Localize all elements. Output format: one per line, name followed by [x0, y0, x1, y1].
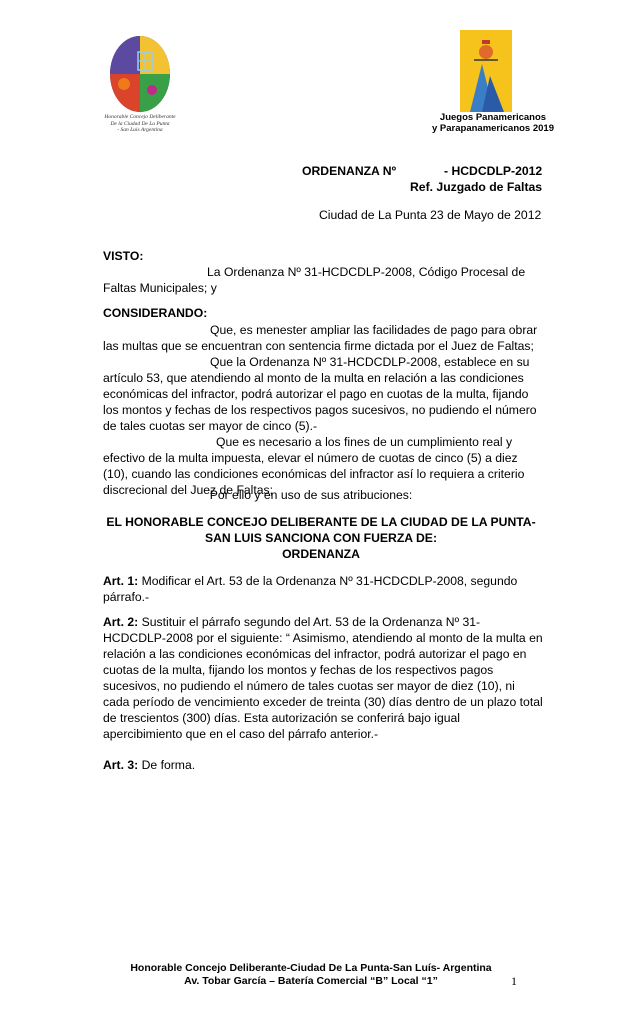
considerando-heading: CONSIDERANDO:: [103, 306, 208, 320]
logo-caption-line: - San Luis Argentina: [117, 127, 163, 133]
article-2-label: Art. 2:: [103, 615, 139, 629]
hcd-logo-emblem: [104, 32, 176, 114]
considerando-line: los montos y fechas de los respectivos pagos sucesivos, no pudiendo el número: [103, 403, 537, 417]
article-2-line: apercibimiento que en el caso del párrafo anterior.-: [103, 727, 379, 741]
article-1-label: Art. 1:: [103, 574, 139, 588]
article-1: [103, 573, 517, 590]
article-3: [103, 757, 195, 774]
article-3-label: Art. 3:: [103, 758, 139, 772]
visto-line: La Ordenanza Nº 31-HCDCDLP-2008, Código Procesal de: [207, 265, 526, 279]
footer-line: Honorable Concejo Deliberante-Ciudad De La Punta-San Luís- Argentina: [130, 962, 492, 974]
article-2-line: relación a las condiciones económicas del infractor, podrá autorizar el pago en: [103, 647, 527, 661]
pan-american-games-caption: [418, 112, 568, 134]
pan-american-games-logo: [460, 30, 512, 112]
considerando-line: (10), cuando las condiciones económicas del infractor así lo requiera a criterio: [103, 467, 525, 481]
hcd-logo-caption: [96, 114, 184, 134]
considerando-line: discrecional del Juez de Faltas;: [103, 483, 274, 497]
resolution-heading-line: ORDENANZA: [282, 547, 360, 561]
article-2-line: cuotas de la multa, fijando los montos y fechas de los respectivos pagos: [103, 663, 494, 677]
considerando-line: económicas del infractor, podrá autorizar el pago en cuotas de la multa, fijando: [103, 387, 529, 401]
footer-line: Av. Tobar García – Batería Comercial “B” Local “1”: [184, 975, 438, 987]
visto-heading: VISTO:: [103, 249, 144, 263]
reference-line: Ref. Juzgado de Faltas: [410, 180, 543, 194]
resolution-heading-line: SAN LUIS SANCIONA CON FUERZA DE:: [204, 531, 437, 545]
considerando-line: efectivo de la multa impuesta, elevar el número de cuotas de cinco (5) a diez: [103, 451, 518, 465]
considerando-line: de tales cuotas ser mayor de cinco (5).-: [103, 419, 318, 433]
considerando-line: Que es necesario a los fines de un cumplimiento real y: [216, 435, 513, 449]
article-1-text: Modificar el Art. 53 de la Ordenanza Nº 31-HCDCDLP-2008, segundo: [138, 574, 518, 588]
logo-caption-line: Juegos Panamericanos: [439, 112, 547, 123]
article-3-text: De forma.: [138, 758, 196, 772]
considerando-line: Que, es menester ampliar las facilidades de pago para obrar: [210, 323, 538, 337]
article-2-line: HCDCDLP-2008 por el siguiente: “ Asimismo, atendiendo al monto de la multa en: [103, 631, 543, 645]
por-ello-line: Por ello y en uso de sus atribuciones:: [209, 488, 413, 502]
hcd-logo: [104, 32, 176, 114]
article-2: [103, 614, 480, 631]
article-1-line: párrafo.-: [103, 590, 150, 604]
logo-caption-line: De la Ciudad De La Punta: [110, 120, 170, 127]
article-2-text: Sustituir el párrafo segundo del Art. 53 de la Ordenanza Nº 31-: [138, 615, 481, 629]
ordenanza-number: - HCDCDLP-2012: [444, 164, 543, 178]
article-2-line: sucesivos, no pudiendo el número de tales cuotas ser mayor de diez (10), ni: [103, 679, 515, 693]
date-line: Ciudad de La Punta 23 de Mayo de 2012: [319, 208, 542, 222]
logo-caption-line: Honorable Concejo Deliberante: [104, 114, 176, 120]
visto-line: Faltas Municipales; y: [103, 281, 217, 295]
article-2-line: de trescientos (300) días. Esta autorización se conferirá bajo igual: [103, 711, 461, 725]
pan-american-games-emblem: [460, 30, 512, 112]
logo-caption-line: y Parapanamericanos 2019: [432, 123, 554, 134]
page-number: 1: [511, 974, 517, 988]
considerando-line: artículo 53, que atendiendo al monto de la multa en relación a las condiciones: [103, 371, 524, 385]
considerando-line: Que la Ordenanza Nº 31-HCDCDLP-2008, establece en su: [210, 355, 530, 369]
considerando-line: las multas que se encuentran con sentencia firme dictada por el Juez de Faltas;: [103, 339, 534, 353]
article-2-line: cada período de vencimiento exceder de treinta (30) días dentro de un plazo total: [103, 695, 543, 709]
resolution-heading-line: EL HONORABLE CONCEJO DELIBERANTE DE LA CIUDAD DE LA PUNTA-: [106, 515, 536, 529]
ordenanza-label: ORDENANZA Nº: [302, 164, 397, 178]
